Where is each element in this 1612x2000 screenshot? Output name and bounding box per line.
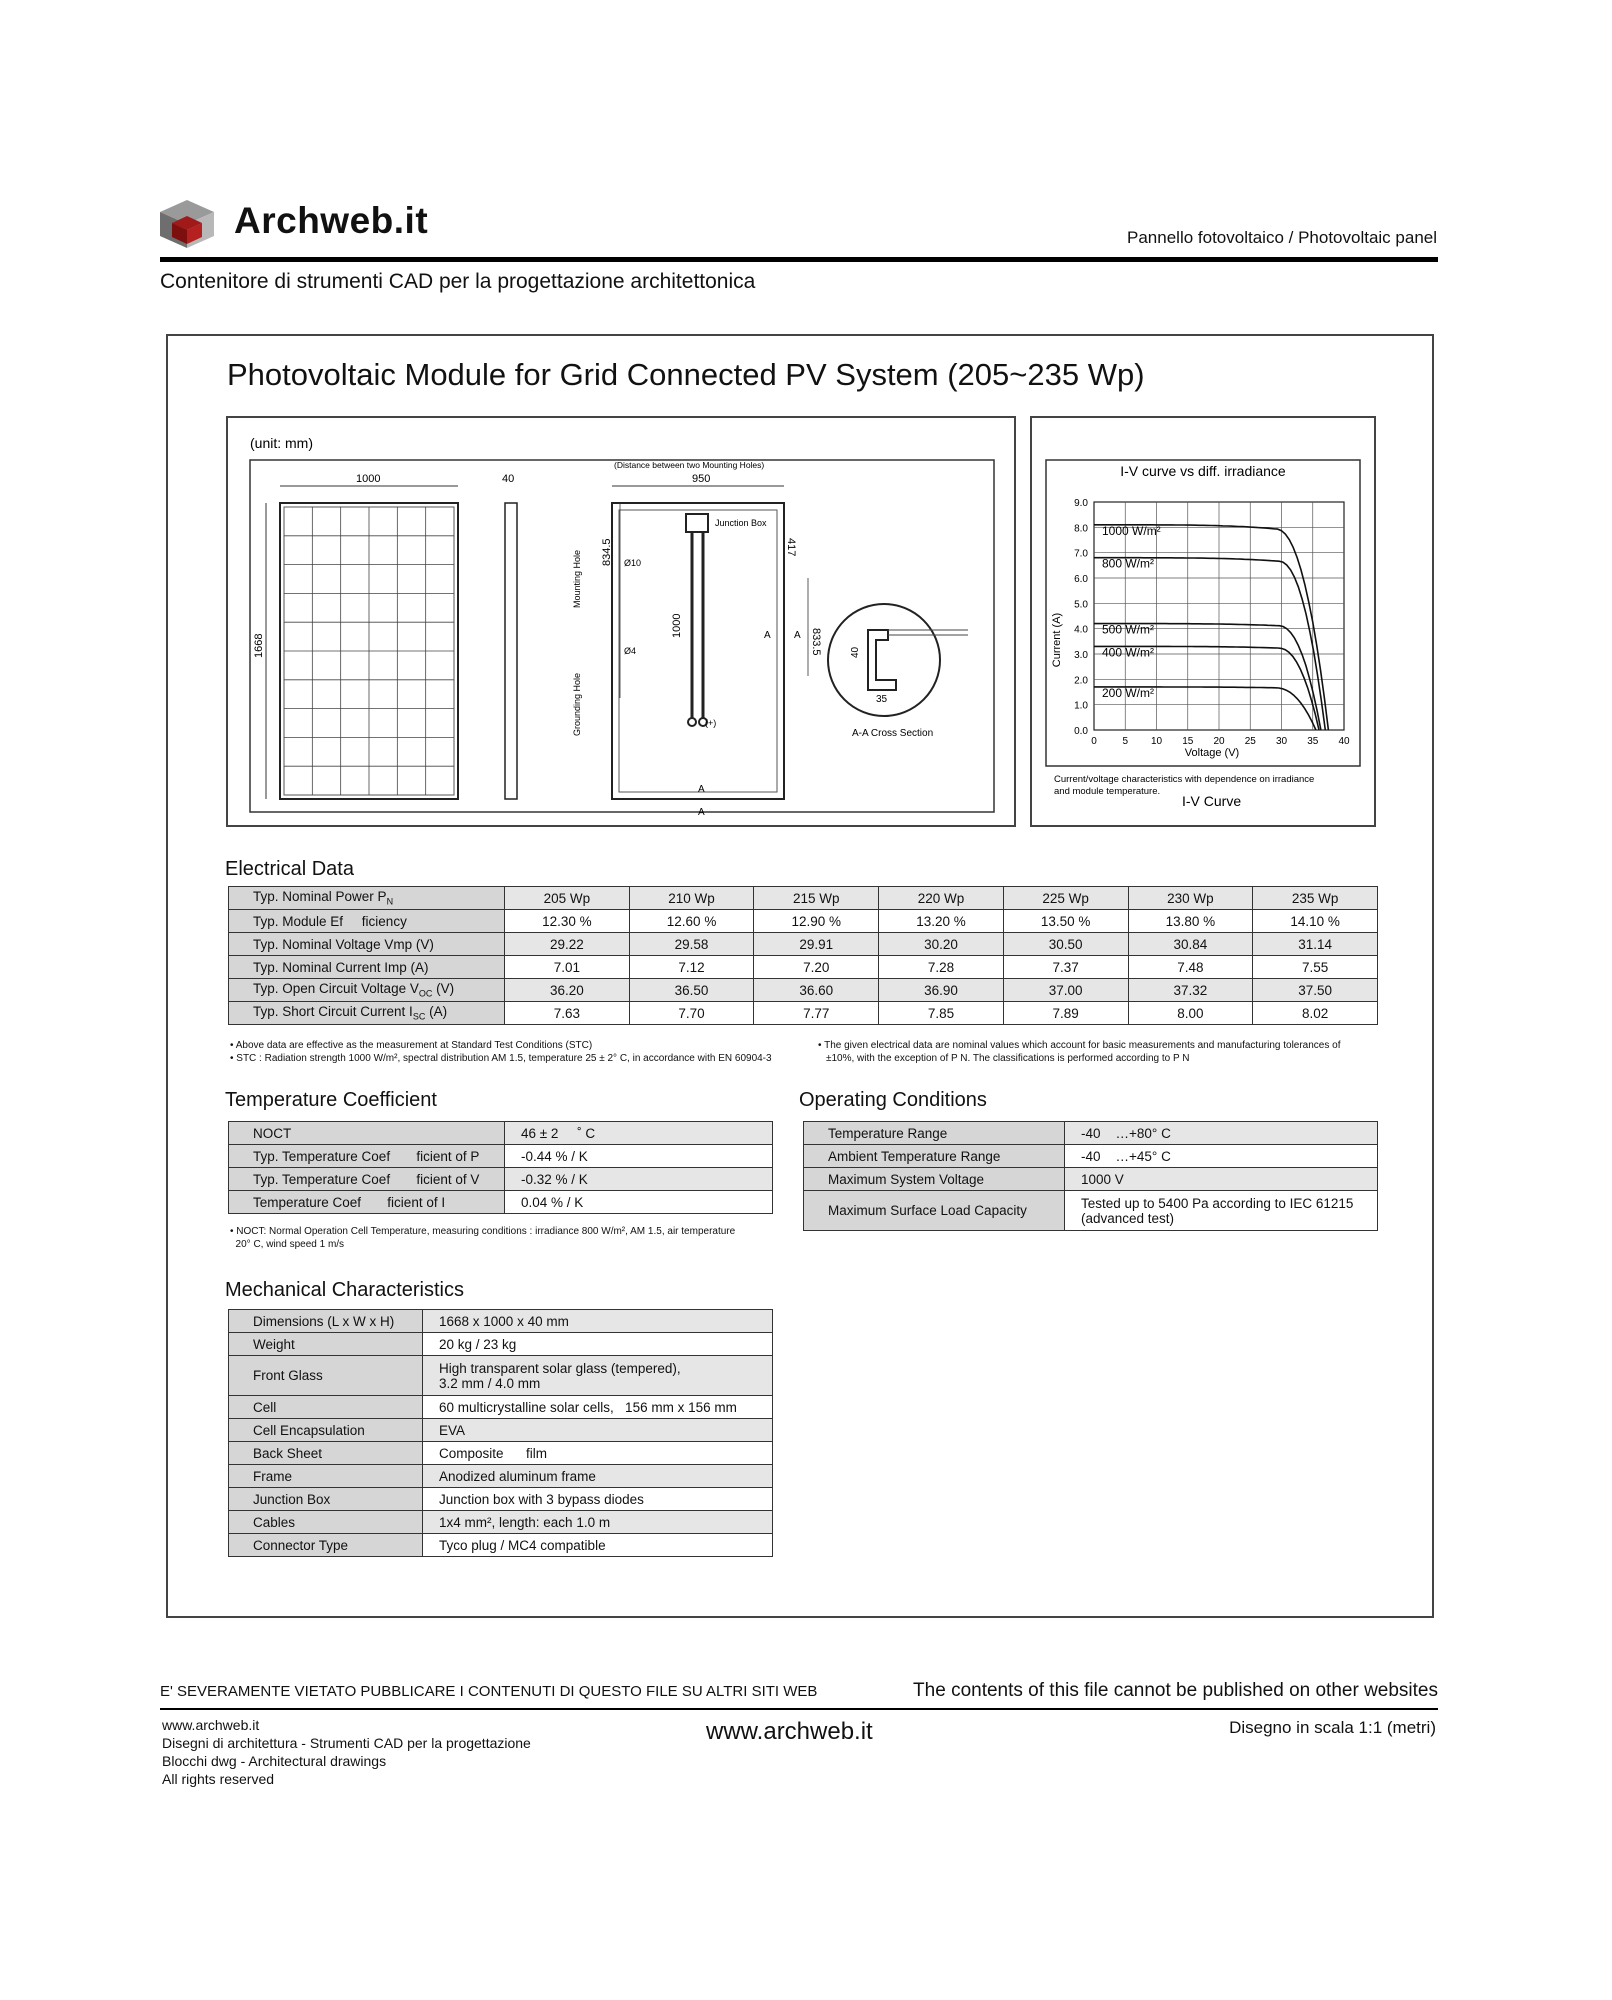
- row-label: Typ. Nominal Voltage Vmp (V): [229, 933, 505, 956]
- table-cell: 215 Wp: [754, 887, 879, 910]
- table-row: [804, 1168, 1378, 1191]
- x-tick-label: 30: [1275, 736, 1288, 747]
- table-cell: 30.20: [879, 933, 1004, 956]
- row-value: 1668 x 1000 x 40 mm: [423, 1310, 773, 1333]
- row-label: Typ. Module Ef ficiency: [229, 910, 505, 933]
- tagline: Contenitore di strumenti CAD per la progettazione architettonica: [160, 270, 756, 293]
- table-cell: 7.28: [879, 956, 1004, 979]
- junction-box-label: Junction Box: [715, 518, 767, 528]
- table-cell: 12.90 %: [754, 910, 879, 933]
- mechanical-title: Mechanical Characteristics: [225, 1279, 464, 1301]
- row-label: Ambient Temperature Range: [804, 1145, 1065, 1168]
- iv-chart: [1032, 418, 1374, 825]
- dim-950: 950: [692, 473, 711, 485]
- table-cell: 7.70: [629, 1002, 754, 1025]
- row-label: Junction Box: [229, 1488, 423, 1511]
- table-cell: 13.20 %: [879, 910, 1004, 933]
- row-label: Front Glass: [229, 1356, 423, 1396]
- table-cell: 13.80 %: [1128, 910, 1253, 933]
- table-cell: 36.50: [629, 979, 754, 1002]
- section-mark-a1: A: [764, 630, 771, 641]
- hole-4: Ø4: [624, 646, 637, 656]
- row-value: 20 kg / 23 kg: [423, 1333, 773, 1356]
- table-cell: 7.01: [505, 956, 630, 979]
- temperature-title: Temperature Coefficient: [225, 1089, 437, 1111]
- table-row: [229, 1310, 773, 1333]
- y-tick-label: 9.0: [1074, 498, 1088, 509]
- row-value: Tyco plug / MC4 compatible: [423, 1534, 773, 1557]
- temperature-note-2: 20° C, wind speed 1 m/s: [230, 1239, 345, 1250]
- table-cell: 230 Wp: [1128, 887, 1253, 910]
- row-label: Maximum System Voltage: [804, 1168, 1065, 1191]
- y-tick-label: 6.0: [1074, 574, 1088, 585]
- series-label: 800 W/m²: [1102, 556, 1155, 571]
- section-mark-a3: A: [698, 784, 705, 795]
- dim-834: 834.5: [601, 538, 613, 566]
- y-tick-label: 2.0: [1074, 675, 1088, 687]
- table-cell: 7.12: [629, 956, 754, 979]
- table-cell: 7.85: [879, 1002, 1004, 1025]
- electrical-note-left-2: • STC : Radiation strength 1000 W/m², spectral distribution AM 1.5, temperature 25 ± 2° C, in accordance with EN 60904-3: [230, 1053, 772, 1064]
- row-value: -0.32 % / K: [505, 1168, 773, 1191]
- dim-depth: 40: [502, 473, 515, 485]
- table-row: [804, 1191, 1378, 1231]
- row-label: Typ. Open Circuit Voltage $V_{OC}$ (V): [229, 979, 505, 1002]
- table-cell: 31.14: [1253, 933, 1378, 956]
- x-tick-label: 5: [1122, 736, 1129, 747]
- table-cell: 220 Wp: [879, 887, 1004, 910]
- row-value: Anodized aluminum frame: [423, 1465, 773, 1488]
- table-cell: 210 Wp: [629, 887, 754, 910]
- table-cell: 8.00: [1128, 1002, 1253, 1025]
- footer-center-link[interactable]: www.archweb.it: [706, 1718, 873, 1745]
- table-row: [229, 1333, 773, 1356]
- table-cell: 29.91: [754, 933, 879, 956]
- series-label: 400 W/m²: [1102, 645, 1155, 660]
- x-axis-label: Voltage (V): [1184, 747, 1240, 759]
- mounting-hole-label: Mounting Hole: [572, 549, 582, 608]
- dim-width: 1000: [356, 473, 381, 485]
- y-tick-label: 3.0: [1074, 650, 1088, 661]
- hole-10: Ø10: [624, 558, 642, 568]
- table-cell: 29.58: [629, 933, 754, 956]
- table-cell: 7.89: [1003, 1002, 1128, 1025]
- row-label: Typ. Nominal Power $P_N$: [229, 887, 505, 910]
- table-cell: 30.84: [1128, 933, 1253, 956]
- page-title: Photovoltaic Module for Grid Connected PV System (205~235 Wp): [227, 357, 1145, 392]
- technical-drawing-box: [226, 416, 1016, 827]
- table-cell: 7.63: [505, 1002, 630, 1025]
- table-cell: 36.60: [754, 979, 879, 1002]
- row-label: Typ. Temperature Coef ficient of V: [229, 1168, 505, 1191]
- electrical-title: Electrical Data: [225, 858, 354, 880]
- operating-table: [803, 1121, 1378, 1231]
- table-cell: 7.55: [1253, 956, 1378, 979]
- dim-833: 833.5: [810, 628, 822, 656]
- iv-series-line: [1094, 624, 1321, 730]
- row-value: Junction box with 3 bypass diodes: [423, 1488, 773, 1511]
- y-tick-label: 1.0: [1074, 700, 1088, 712]
- section-mark-a4: A: [698, 807, 705, 818]
- table-cell: 36.90: [879, 979, 1004, 1002]
- y-tick-label: 5.0: [1074, 599, 1088, 611]
- electrical-note-left-1: • Above data are effective as the measurement at Standard Test Conditions (STC): [230, 1040, 593, 1051]
- table-row: [229, 1488, 773, 1511]
- footer-scale: Disegno in scala 1:1 (metri): [1229, 1718, 1436, 1737]
- table-row: [229, 1511, 773, 1534]
- table-cell: 29.22: [505, 933, 630, 956]
- temperature-note-1: • NOCT: Normal Operation Cell Temperature, measuring conditions : irradiance 800 W/m², AM 1.5, air temperature: [230, 1226, 736, 1237]
- y-tick-label: 8.0: [1074, 523, 1088, 535]
- dim-35: 35: [876, 694, 888, 705]
- table-row: [229, 1122, 773, 1145]
- section-mark-a2: A: [794, 630, 801, 641]
- table-cell: 14.10 %: [1253, 910, 1378, 933]
- table-row: [229, 1356, 773, 1396]
- mechanical-table: [228, 1309, 773, 1557]
- x-tick-label: 0: [1091, 736, 1097, 747]
- cross-section-label: A-A Cross Section: [852, 728, 934, 739]
- series-label: 200 W/m²: [1102, 685, 1155, 700]
- table-cell: 37.00: [1003, 979, 1128, 1002]
- table-cell: 225 Wp: [1003, 887, 1128, 910]
- x-tick-label: 35: [1307, 736, 1319, 747]
- chart-caption-2: and module temperature.: [1054, 786, 1161, 797]
- dim-40: 40: [850, 646, 861, 658]
- table-cell: 36.20: [505, 979, 630, 1002]
- footer-left: [162, 1716, 531, 1788]
- grounding-hole-label: Grounding Hole: [572, 672, 582, 736]
- row-label: Cell: [229, 1396, 423, 1419]
- table-cell: 7.77: [754, 1002, 879, 1025]
- footer-rights: All rights reserved: [162, 1771, 275, 1787]
- row-value: 1000 V: [1065, 1168, 1378, 1191]
- row-label: Typ. Short Circuit Current $I_{SC}$ (A): [229, 1002, 505, 1025]
- row-value: 0.04 % / K: [505, 1191, 773, 1214]
- table-row: [229, 1465, 773, 1488]
- table-cell: 37.50: [1253, 979, 1378, 1002]
- table-row: [229, 933, 1378, 956]
- table-row: [229, 979, 1378, 1002]
- row-label: Cell Encapsulation: [229, 1419, 423, 1442]
- x-tick-label: 40: [1338, 736, 1350, 747]
- table-cell: 8.02: [1253, 1002, 1378, 1025]
- y-tick-label: 7.0: [1074, 548, 1088, 560]
- table-row: [229, 1396, 773, 1419]
- series-label: 1000 W/m²: [1102, 523, 1161, 538]
- row-value: 60 multicrystalline solar cells, 156 mm x 156 mm: [423, 1396, 773, 1419]
- row-label: Dimensions (L x W x H): [229, 1310, 423, 1333]
- table-cell: 12.30 %: [505, 910, 630, 933]
- x-tick-label: 10: [1150, 736, 1163, 747]
- row-label: NOCT: [229, 1122, 505, 1145]
- plus-terminal: (+): [705, 718, 717, 728]
- table-cell: 13.50 %: [1003, 910, 1128, 933]
- iv-series-line: [1094, 558, 1325, 730]
- chart-caption-1: Current/voltage characteristics with dependence on irradiance: [1054, 774, 1315, 785]
- row-label: Temperature Range: [804, 1122, 1065, 1145]
- header-subject: Pannello fotovoltaico / Photovoltaic panel: [1127, 228, 1437, 247]
- row-label: Back Sheet: [229, 1442, 423, 1465]
- table-cell: 7.37: [1003, 956, 1128, 979]
- unit-label: (unit: mm): [250, 435, 313, 451]
- y-tick-label: 0.0: [1074, 726, 1088, 737]
- table-cell: 37.32: [1128, 979, 1253, 1002]
- row-value: Tested up to 5400 Pa according to IEC 61215 (advanced test): [1065, 1191, 1378, 1231]
- row-label: Temperature Coef ficient of I: [229, 1191, 505, 1214]
- footer-site-link[interactable]: www.archweb.it: [162, 1717, 260, 1733]
- row-label: Frame: [229, 1465, 423, 1488]
- x-tick-label: 20: [1213, 736, 1225, 747]
- holes-caption: (Distance between two Mounting Holes): [614, 460, 765, 470]
- table-row: [229, 1191, 773, 1214]
- table-row: [229, 887, 1378, 910]
- x-tick-label: 15: [1182, 736, 1194, 747]
- row-value: EVA: [423, 1419, 773, 1442]
- table-row: [229, 956, 1378, 979]
- table-cell: 205 Wp: [505, 887, 630, 910]
- x-tick-label: 25: [1244, 736, 1256, 747]
- table-row: [229, 1168, 773, 1191]
- technical-drawing: [228, 418, 1014, 825]
- footer-desc-2: Blocchi dwg - Architectural drawings: [162, 1753, 387, 1769]
- row-label: Connector Type: [229, 1534, 423, 1557]
- footer-warning-it: E' SEVERAMENTE VIETATO PUBBLICARE I CONTENUTI DI QUESTO FILE SU ALTRI SITI WEB: [160, 1683, 818, 1700]
- table-row: [229, 910, 1378, 933]
- footer-desc-1: Disegni di architettura - Strumenti CAD per la progettazione: [162, 1735, 531, 1751]
- row-value: 46 ± 2 ˚ C: [505, 1122, 773, 1145]
- iv-curve-box: [1030, 416, 1376, 827]
- brand-name: Archweb.it: [234, 200, 429, 241]
- table-row: [229, 1419, 773, 1442]
- dim-1000-vertical: 1000: [671, 613, 683, 638]
- table-cell: 235 Wp: [1253, 887, 1378, 910]
- table-cell: 7.48: [1128, 956, 1253, 979]
- table-row: [229, 1002, 1378, 1025]
- row-label: Cables: [229, 1511, 423, 1534]
- row-label: Maximum Surface Load Capacity: [804, 1191, 1065, 1231]
- y-axis-label: Current (A): [1051, 612, 1063, 668]
- table-cell: 30.50: [1003, 933, 1128, 956]
- electrical-table: [228, 886, 1378, 1025]
- series-label: 500 W/m²: [1102, 622, 1155, 637]
- electrical-note-right-1: • The given electrical data are nominal values which account for basic measurements and manufacturing tolerances of: [818, 1040, 1341, 1051]
- archweb-logo-icon: [158, 198, 216, 250]
- row-value: -40 …+45° C: [1065, 1145, 1378, 1168]
- footer-rule: [160, 1708, 1438, 1710]
- table-row: [804, 1145, 1378, 1168]
- electrical-note-right-2: ±10%, with the exception of P N. The classifications is performed according to P N: [826, 1053, 1190, 1064]
- table-row: [229, 1442, 773, 1465]
- table-row: [229, 1145, 773, 1168]
- y-tick-label: 4.0: [1074, 624, 1088, 636]
- table-cell: 7.20: [754, 956, 879, 979]
- row-label: Weight: [229, 1333, 423, 1356]
- row-label: Typ. Nominal Current Imp (A): [229, 956, 505, 979]
- operating-title: Operating Conditions: [799, 1089, 987, 1111]
- dim-417: 417: [785, 538, 797, 557]
- row-label: Typ. Temperature Coef ficient of P: [229, 1145, 505, 1168]
- chart-title: I-V curve vs diff. irradiance: [1120, 463, 1286, 479]
- table-row: [229, 1534, 773, 1557]
- row-value: High transparent solar glass (tempered), 3.2 mm / 4.0 mm: [423, 1356, 773, 1396]
- row-value: Composite film: [423, 1442, 773, 1465]
- table-row: [804, 1122, 1378, 1145]
- row-value: -40 …+80° C: [1065, 1122, 1378, 1145]
- row-value: -0.44 % / K: [505, 1145, 773, 1168]
- header-rule: [160, 257, 1438, 262]
- temperature-table: [228, 1121, 773, 1214]
- chart-caption-title: I-V Curve: [1182, 793, 1242, 809]
- table-cell: 12.60 %: [629, 910, 754, 933]
- row-value: 1x4 mm², length: each 1.0 m: [423, 1511, 773, 1534]
- footer-warning-en: The contents of this file cannot be published on other websites: [913, 1680, 1438, 1701]
- dim-height: 1668: [253, 633, 265, 658]
